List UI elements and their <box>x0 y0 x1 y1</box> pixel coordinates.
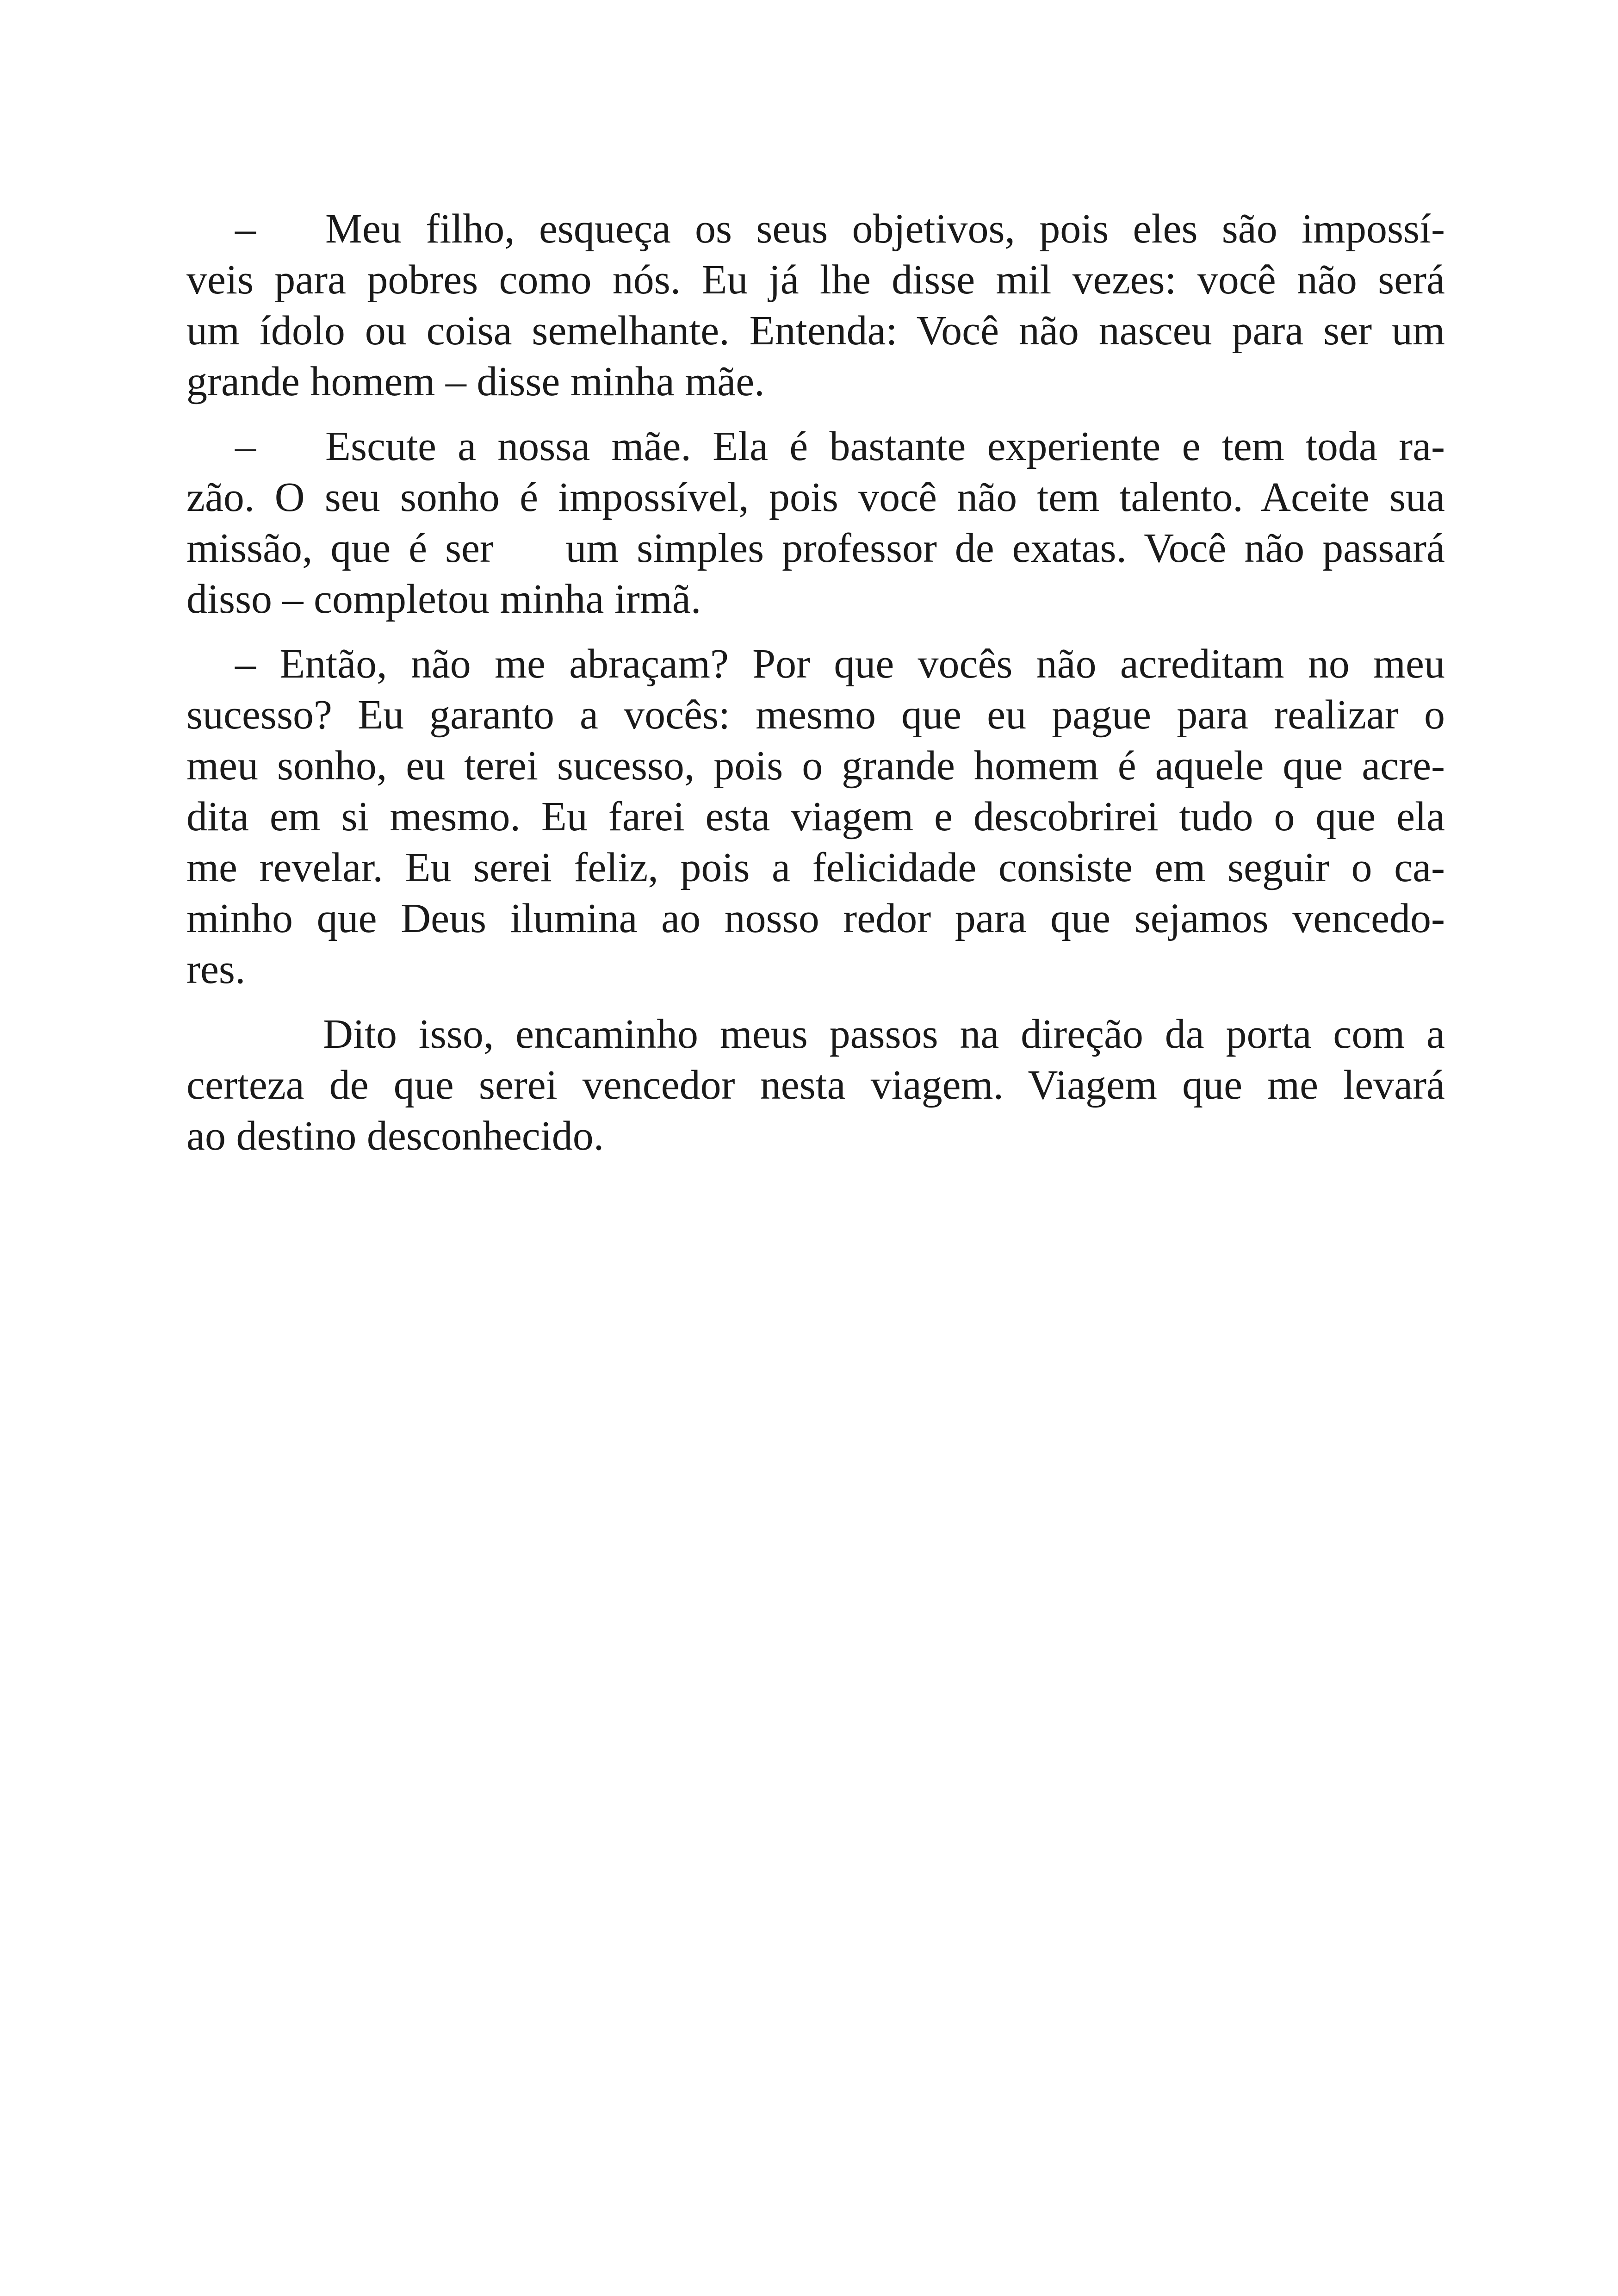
text-line: – Então, não me abraçam? Por que vocês não acreditam no meu <box>235 641 1445 687</box>
text-line: veis para pobres como nós. Eu já lhe disse mil vezes: você não será <box>186 257 1445 303</box>
text-line: um ídolo ou coisa semelhante. Entenda: Você não nasceu para ser um <box>186 308 1445 354</box>
paragraph-narrator-reply <box>186 639 1445 995</box>
text-line: minho que Deus ilumina ao nosso redor para que sejamos vencedo- <box>186 896 1445 941</box>
text-line: certeza de que serei vencedor nesta viagem. Viagem que me levará <box>186 1062 1445 1108</box>
text-line: res. <box>186 946 246 992</box>
dialogue-dash: – <box>235 423 256 469</box>
text-line: Dito isso, encaminho meus passos na direção da porta com a <box>323 1011 1445 1057</box>
text-line: ao destino desconhecido. <box>186 1113 604 1159</box>
body-text <box>186 204 1445 1176</box>
text-line: zão. O seu sonho é impossível, pois você não tem talento. Aceite sua <box>186 474 1445 520</box>
paragraph-sister <box>186 421 1445 625</box>
paragraph-mother <box>186 204 1445 407</box>
text-line: disso – completou minha irmã. <box>186 576 701 622</box>
text-line: – Meu filho, esqueça os seus objetivos, pois eles são impossí- <box>235 206 1445 252</box>
dialogue-dash: – <box>235 206 256 252</box>
text-line: grande homem – disse minha mãe. <box>186 359 765 404</box>
text-line: – Escute a nossa mãe. Ela é bastante experiente e tem toda ra- <box>235 423 1445 469</box>
text-line: me revelar. Eu serei feliz, pois a felicidade consiste em seguir o ca- <box>186 845 1445 890</box>
text-line: sucesso? Eu garanto a vocês: mesmo que eu pague para realizar o <box>186 692 1445 738</box>
paragraph-closing <box>186 1009 1445 1162</box>
text-line: dita em si mesmo. Eu farei esta viagem e descobrirei tudo o que ela <box>186 794 1445 840</box>
text-line: missão, que é ser um simples professor de exatas. Você não passará <box>186 525 1445 571</box>
text-line: meu sonho, eu terei sucesso, pois o grande homem é aquele que acre- <box>186 743 1445 789</box>
